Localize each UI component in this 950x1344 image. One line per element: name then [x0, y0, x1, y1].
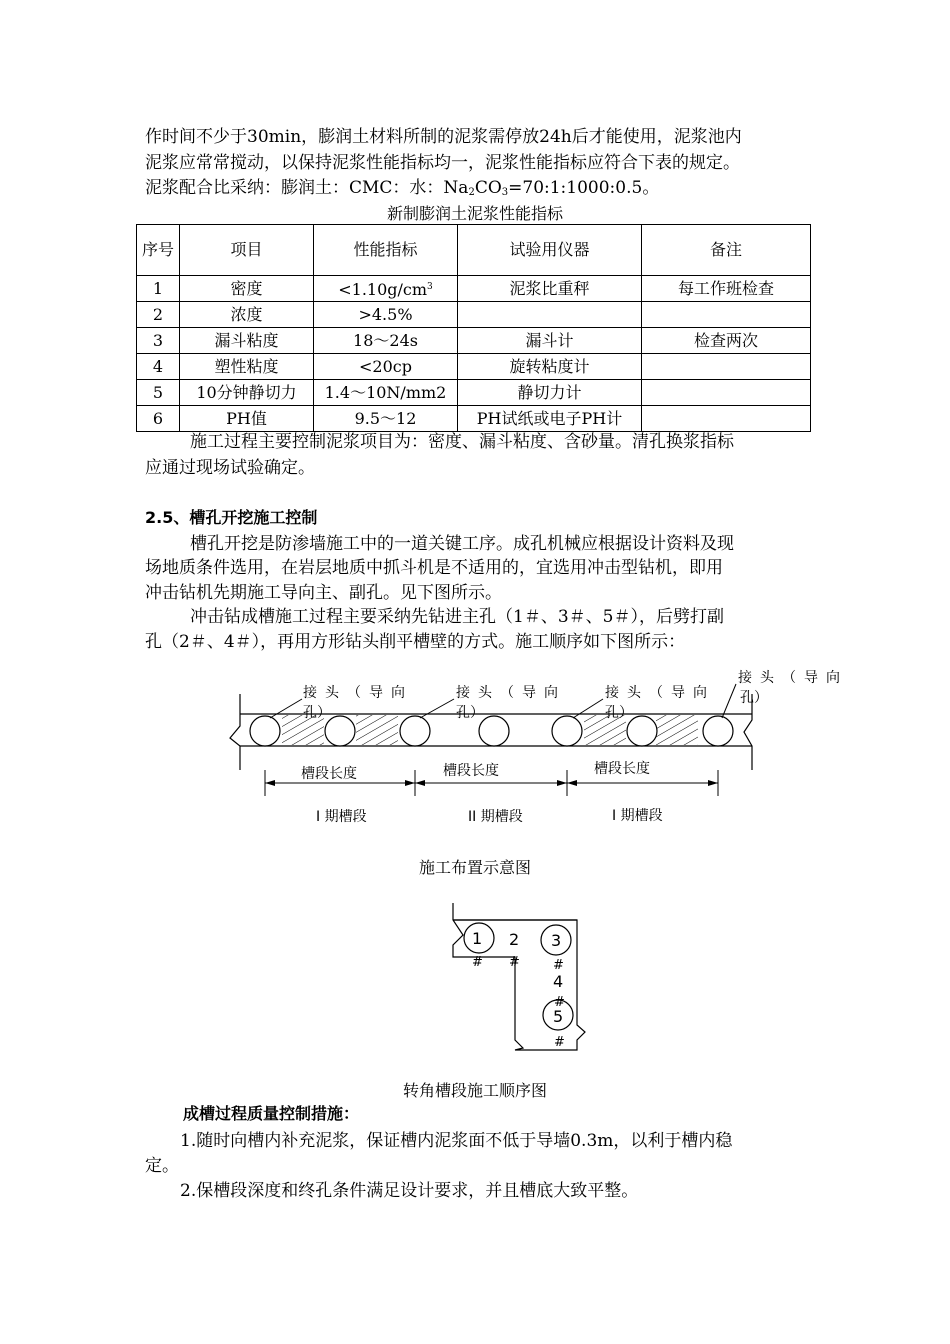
table-cell: 漏斗粘度	[180, 328, 314, 354]
hole-number: 3	[551, 931, 562, 950]
hash-mark: #	[554, 1035, 565, 1050]
segment-length-label: 槽段长度	[594, 761, 650, 777]
table-cell: 1.4～10N/mm2	[314, 380, 458, 406]
hash-mark: #	[509, 955, 520, 970]
table-cell: 4	[137, 354, 180, 380]
phase-label: I 期槽段	[316, 809, 367, 825]
table-row	[137, 328, 811, 354]
joint-label: 孔）	[740, 690, 768, 706]
table-cell: 漏斗计	[458, 328, 642, 354]
paragraph-line: 施工过程主要控制泥浆项目为：密度、漏斗粘度、含砂量。清孔换浆指标	[190, 432, 734, 452]
joint-label: 孔）	[303, 705, 331, 721]
figure-caption: 施工布置示意图	[418, 858, 531, 877]
hash-mark: #	[553, 958, 564, 973]
table-cell: PH值	[180, 406, 314, 432]
corner-slot-diagram	[0, 895, 950, 1055]
hash-mark: #	[472, 955, 483, 970]
bore-hole	[703, 716, 733, 746]
superscript: 3	[427, 282, 433, 292]
mix-text: =70:1:1000:0.5。	[508, 178, 660, 198]
mix-text: CO	[474, 178, 502, 198]
table-row	[137, 380, 811, 406]
paragraph-line: 应通过现场试验确定。	[145, 458, 315, 478]
table-cell	[642, 302, 811, 328]
table-cell: 检查两次	[642, 328, 811, 354]
table-cell: 旋转粘度计	[458, 354, 642, 380]
table-row	[137, 276, 811, 302]
table-cell	[642, 380, 811, 406]
paragraph-line: 冲击钻成槽施工过程主要采纳先钻进主孔（1＃、3＃、5＃），后劈打副	[190, 607, 724, 627]
joint-label: 接头（导向	[605, 685, 715, 701]
quality-heading: 成槽过程质量控制措施：	[183, 1104, 360, 1123]
table-cell: 密度	[180, 276, 314, 302]
table-caption: 新制膨润土泥浆性能指标	[386, 204, 563, 223]
mix-text: 泥浆配合比采纳：膨润土：CMC：水：Na	[145, 178, 469, 198]
paragraph-line: 泥浆应常常搅动，以保持泥浆性能指标均一，泥浆性能指标应符合下表的规定。	[145, 153, 740, 173]
table-cell: 塑性粘度	[180, 354, 314, 380]
hash-mark: #	[554, 995, 565, 1010]
phase-label: II 期槽段	[468, 809, 523, 825]
table-cell	[642, 354, 811, 380]
header-cell: 序号	[137, 225, 180, 276]
construction-layout-diagram	[0, 660, 950, 840]
table-cell: 10分钟静切力	[180, 380, 314, 406]
table-cell	[642, 406, 811, 432]
segment-length-label: 槽段长度	[443, 763, 499, 779]
table-cell	[458, 302, 642, 328]
header-cell: 试验用仪器	[458, 225, 642, 276]
table-cell: PH试纸或电子PH计	[458, 406, 642, 432]
table-cell: 静切力计	[458, 380, 642, 406]
section-heading: 2.5、槽孔开挖施工控制	[145, 508, 318, 527]
bore-hole	[552, 716, 582, 746]
table-cell: 2	[137, 302, 180, 328]
subscript: 2	[468, 187, 475, 198]
paragraph-line: 场地质条件选用，在岩层地质中抓斗机是不适用的，宜选用冲击型钻机，即用	[145, 558, 723, 578]
bore-hole	[400, 716, 430, 746]
table-cell: 泥浆比重秤	[458, 276, 642, 302]
paragraph-line: 定。	[145, 1156, 179, 1176]
subscript: 3	[501, 187, 509, 198]
paragraph-line: 孔（2＃、4＃），再用方形钻头削平槽壁的方式。施工顺序如下图所示：	[145, 632, 686, 652]
table-row	[137, 354, 811, 380]
joint-label: 接头（导向	[456, 685, 566, 701]
figure-caption: 转角槽段施工顺序图	[402, 1081, 547, 1100]
table-cell: 每工作班检查	[642, 276, 811, 302]
phase-label: I 期槽段	[612, 808, 663, 824]
table-cell: 6	[137, 406, 180, 432]
header-cell: 性能指标	[314, 225, 458, 276]
paragraph-line: 槽孔开挖是防渗墙施工中的一道关键工序。成孔机械应根据设计资料及现	[190, 534, 734, 554]
joint-label: 接头（导向	[738, 670, 848, 686]
table-cell: 1	[137, 276, 180, 302]
table-cell: 18～24s	[314, 328, 458, 354]
paragraph-line: 1.随时向槽内补充泥浆，保证槽内泥浆面不低于导墙0.3m，以利于槽内稳	[180, 1131, 733, 1151]
hole-number: 2	[509, 930, 520, 949]
table-cell: 9.5～12	[314, 406, 458, 432]
hole-number: 5	[553, 1007, 564, 1026]
table-cell: <20cp	[314, 354, 458, 380]
table-header-row	[137, 225, 811, 276]
bore-hole	[250, 716, 280, 746]
table-cell: >4.5%	[314, 302, 458, 328]
header-cell: 备注	[642, 225, 811, 276]
density-value: <1.10g/cm	[338, 280, 428, 299]
paragraph-line: 2.保槽段深度和终孔条件满足设计要求，并且槽底大致平整。	[180, 1181, 639, 1201]
mud-spec-table	[136, 224, 811, 432]
hole-number: 1	[472, 929, 483, 948]
table-row	[137, 302, 811, 328]
hatched-zone	[656, 715, 698, 745]
table-cell	[314, 276, 458, 302]
hole-number: 4	[553, 972, 564, 991]
paragraph-line: 冲击钻机先期施工导向主、副孔。见下图所示。	[145, 583, 502, 603]
table-cell: 浓度	[180, 302, 314, 328]
left-break-mark	[230, 694, 240, 770]
header-cell: 项目	[180, 225, 314, 276]
hatched-zone	[356, 715, 398, 745]
mix-ratio-line	[145, 177, 659, 204]
leader-line	[722, 684, 736, 718]
joint-label: 孔）	[456, 705, 484, 721]
table-row	[137, 406, 811, 432]
table-cell: 3	[137, 328, 180, 354]
joint-label: 孔）	[605, 705, 633, 721]
joint-label: 接头（导向	[303, 685, 413, 701]
paragraph-line: 作时间不少于30min，膨润土材料所制的泥浆需停放24h后才能使用，泥浆池内	[145, 127, 742, 147]
segment-length-label: 槽段长度	[301, 766, 357, 782]
table-cell: 5	[137, 380, 180, 406]
leader-line	[420, 699, 454, 718]
